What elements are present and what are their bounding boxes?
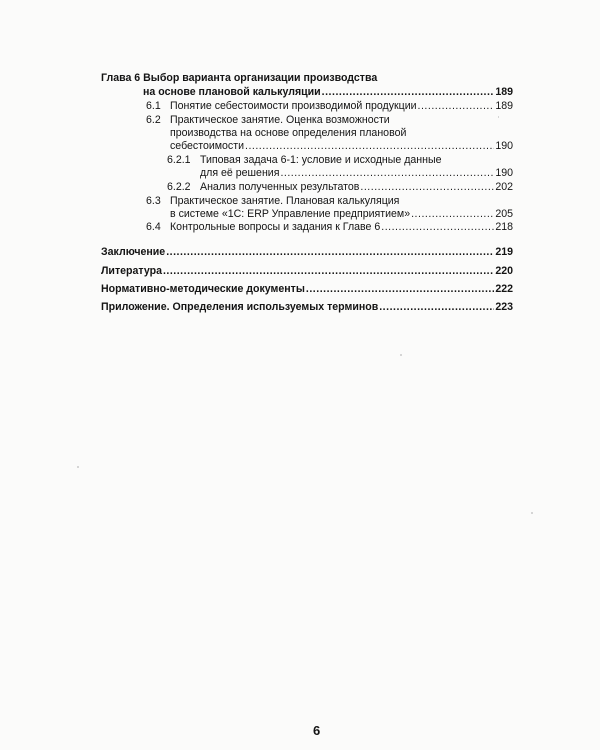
dot-leader bbox=[381, 221, 494, 234]
normative-documents-page: 222 bbox=[495, 283, 513, 295]
chapter-6-entry[interactable] bbox=[143, 86, 513, 99]
section-6-2-1-page: 190 bbox=[495, 167, 513, 179]
section-6-2-2-title: Анализ полученных результатов bbox=[200, 181, 360, 193]
section-6-3-title-line1: Практическое занятие. Плановая калькуляция bbox=[170, 195, 400, 207]
section-6-2-page: 190 bbox=[495, 140, 513, 152]
normative-documents-entry[interactable] bbox=[101, 283, 513, 296]
dot-leader bbox=[280, 167, 494, 180]
normative-documents-title: Нормативно-методические документы bbox=[101, 283, 305, 295]
section-6-2-title-line2: производства на основе определения плановой bbox=[170, 127, 407, 139]
section-6-1-entry[interactable] bbox=[170, 100, 513, 113]
section-6-4-number: 6.4 bbox=[146, 221, 161, 233]
section-6-3-number: 6.3 bbox=[146, 195, 161, 207]
appendix-page: 223 bbox=[495, 301, 513, 313]
section-6-1-page: 189 bbox=[495, 100, 513, 112]
page-number: 6 bbox=[313, 723, 321, 738]
section-6-2-1-number: 6.2.1 bbox=[167, 154, 191, 166]
conclusion-entry[interactable] bbox=[101, 246, 513, 259]
dot-leader bbox=[163, 265, 494, 278]
conclusion-page: 219 bbox=[495, 246, 513, 258]
section-6-2-2-number: 6.2.2 bbox=[167, 181, 191, 193]
dot-leader bbox=[166, 246, 494, 259]
section-6-4-title: Контрольные вопросы и задания к Главе 6 bbox=[170, 221, 381, 233]
conclusion-title: Заключение bbox=[101, 246, 166, 258]
dot-leader bbox=[360, 181, 494, 194]
literature-page: 220 bbox=[495, 265, 513, 277]
section-6-4-entry[interactable] bbox=[170, 221, 513, 234]
section-6-2-2-entry[interactable] bbox=[200, 181, 513, 194]
literature-entry[interactable] bbox=[101, 265, 513, 278]
section-6-3-page: 205 bbox=[495, 208, 513, 220]
section-6-2-1-title-line1: Типовая задача 6-1: условие и исходные данные bbox=[200, 154, 442, 166]
section-6-3-title-line2: в системе «1С: ERP Управление предприятием» bbox=[170, 208, 411, 220]
section-6-1-number: 6.1 bbox=[146, 100, 161, 112]
dot-leader bbox=[245, 140, 494, 153]
dot-leader bbox=[379, 301, 494, 314]
section-6-2-2-page: 202 bbox=[495, 181, 513, 193]
section-6-2-title-line3: себестоимости bbox=[170, 140, 244, 152]
chapter-6-title-line1: Глава 6 Выбор варианта организации производства bbox=[101, 72, 378, 84]
section-6-1-title: Понятие себестоимости производимой продукции bbox=[170, 100, 417, 112]
appendix-entry[interactable] bbox=[101, 301, 513, 314]
section-6-2-1-title-line2: для её решения bbox=[200, 167, 280, 179]
dot-leader bbox=[322, 86, 495, 99]
literature-title: Литература bbox=[101, 265, 162, 277]
section-6-2-title-line1: Практическое занятие. Оценка возможности bbox=[170, 114, 390, 126]
dot-leader bbox=[418, 100, 495, 113]
section-6-4-page: 218 bbox=[495, 221, 513, 233]
appendix-title: Приложение. Определения используемых терминов bbox=[101, 301, 379, 313]
section-6-2-1-entry[interactable] bbox=[200, 167, 513, 180]
dot-leader bbox=[306, 283, 494, 296]
chapter-6-title-line2: на основе плановой калькуляции bbox=[143, 86, 321, 98]
section-6-3-entry[interactable] bbox=[170, 208, 513, 221]
chapter-6-page: 189 bbox=[495, 86, 513, 98]
section-6-2-number: 6.2 bbox=[146, 114, 161, 126]
section-6-2-entry[interactable] bbox=[170, 140, 513, 153]
dot-leader bbox=[411, 208, 494, 221]
